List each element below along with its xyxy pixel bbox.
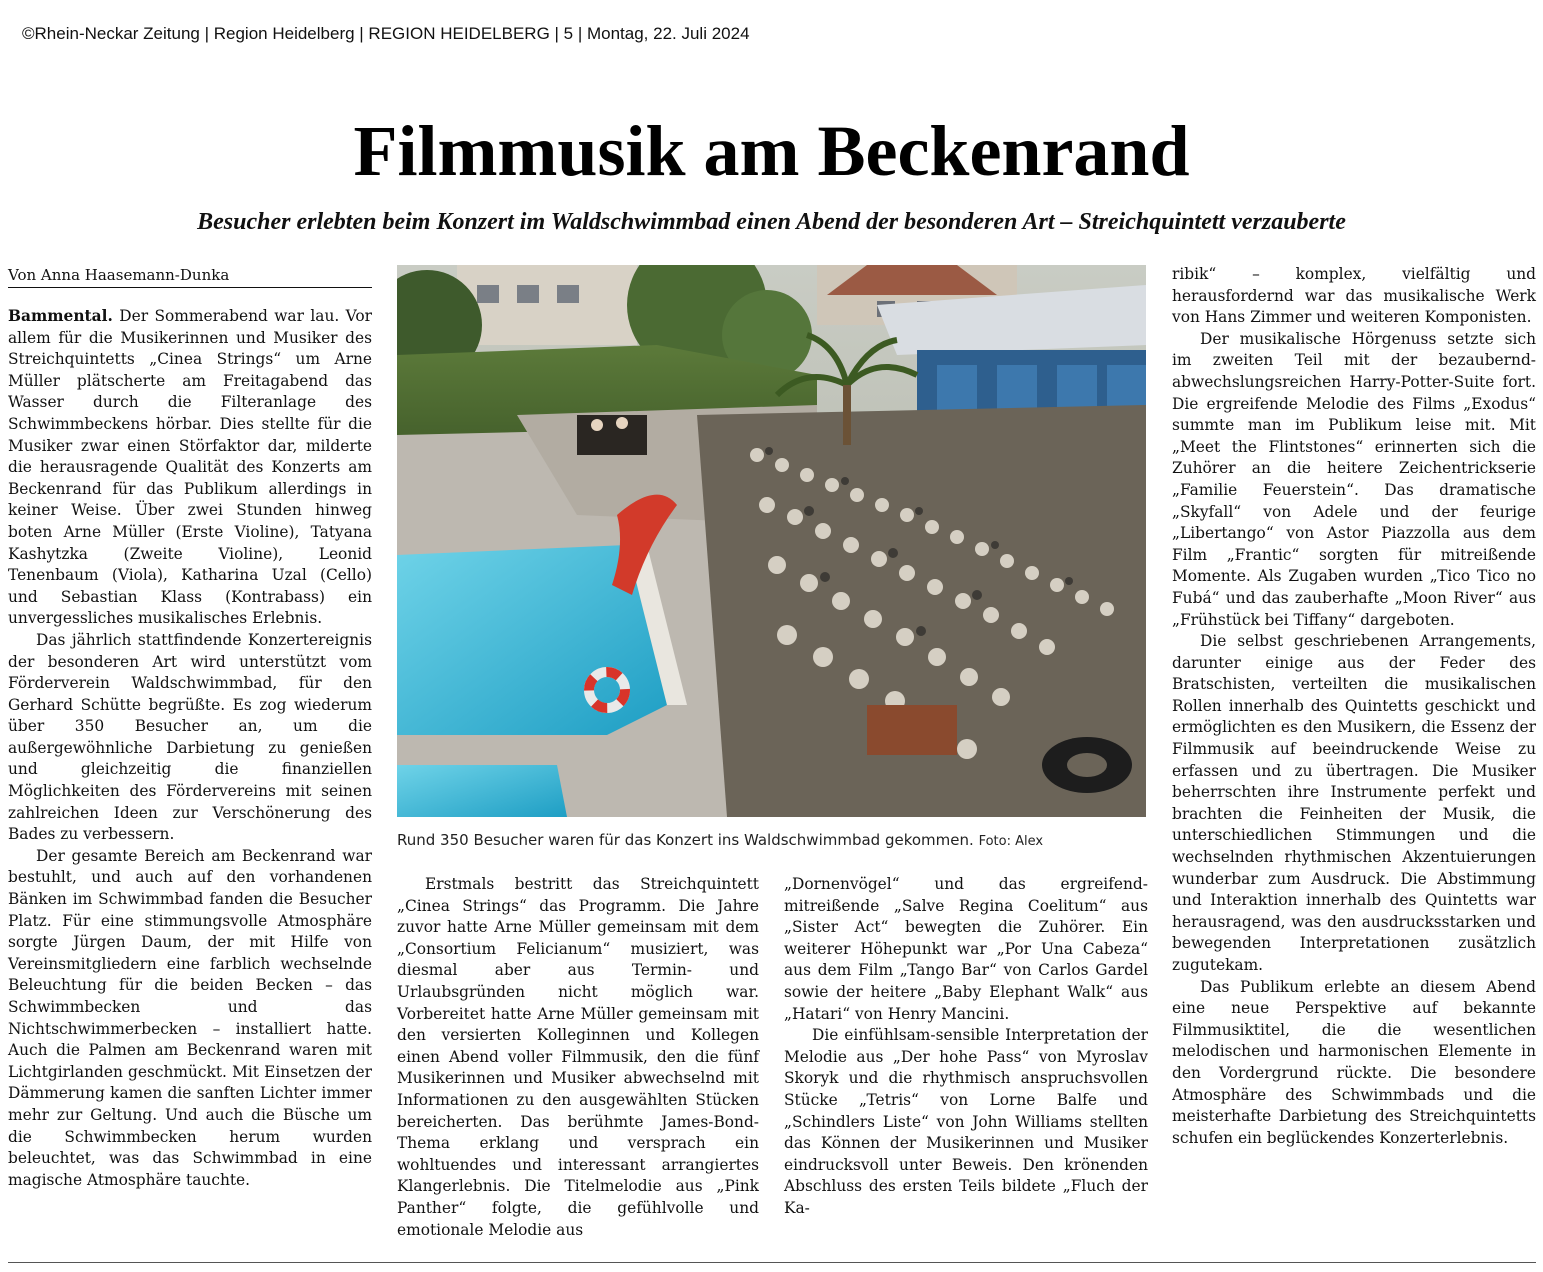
article-headline: Filmmusik am Beckenrand [353,111,1190,191]
article-column-4 [1172,264,1536,1149]
paragraph-text: Der Sommerabend war lau. Vor allem für die Musikerinnen und Musiker des Streichquintetts „Cinea Strings“ um Arne Müller plätscherte am Freitagabend das Wasser durch die Filteranlage des Schwimmbeckens hörbar. Dies stellte für die Musiker zwar einen Störfaktor dar, milderte die herausragende Qualität des Konzerts am Beckenrand für das Publikum allerdings in keiner Weise. Über zwei Stunden hinweg boten Arne Müller (Erste Violine), Tatyana Kashytzka (Zweite Violine), Leonid Tenenbaum (Viola), Katharina Uzal (Cello) und Sebastian Klass (Kontrabass) ein unvergessliches musikalisches Erlebnis. [8,307,372,628]
article-photo [397,265,1146,817]
article-column-1 [8,306,372,1191]
paragraph: Die einfühlsam-sensible Interpretation der Melodie aus „Der hohe Pass“ von Myroslav Skoryk und die rhythmisch anspruchsvollen Stücke „Tetris“ von Lorne Balfe und „Schindlers Liste“ von John Williams stellten das Können der Musikerinnen und Musiker eindrucksvoll unter Beweis. Den krönenden Abschluss des ersten Teils bildete „Fluch der Ka- [784,1026,1148,1217]
paragraph: Erstmals bestritt das Streichquintett „Cinea Strings“ das Programm. Die Jahre zuvor hatte Arne Müller gemeinsam mit dem „Consortium Felicianum“ musiziert, was diesmal aber aus Termin- und Urlaubsgründen nicht möglich war. Vorbereitet hatte Arne Müller gemeinsam mit den versierten Kolleginnen und Kollegen einen Abend voller Filmmusik, den die fünf Musikerinnen und Musiker abwechselnd mit Informationen zu den ausgewählten Stücken bereicherten. Das berühmte James-Bond-Thema erklang und versprach ein wohltuendes und interessant arrangiertes Klangerlebnis. Die Titelmelodie aus „Pink Panther“ folgte, die gefühlvolle und emotionale Melodie aus [397,875,759,1239]
article-column-3 [784,874,1148,1220]
article-byline: Von Anna Haasemann-Dunka [8,265,372,288]
paragraph: Der musikalische Hörgenuss setzte sich im zweiten Teil mit der bezaubernd-abwechslungsreichen Harry-Potter-Suite fort. Die ergreifende Melodie des Films „Exodus“ summte man im Publikum leise mit. Mit „Meet the Flintstones“ erinnerten sich die Zuhörer an die heitere Zeichentrickserie „Familie Feuerstein“. Das dramatische „Skyfall“ von Adele und der feurige „Libertango“ von Astor Piazzolla aus dem Film „Frantic“ sorgten für mitreißende Momente. Als Zugaben wurden „Tico Tico no Fubá“ und das zauberhafte „Moon River“ aus „Frühstück bei Tiffany“ dargeboten. [1172,329,1536,629]
paragraph [8,306,372,630]
photo-caption [397,830,1157,852]
paragraph: Das Publikum erlebte an diesem Abend eine neue Perspektive auf bekannte Filmmusiktitel, die die wesentlichen melodischen und harmonischen Elemente in den Vordergrund rückte. Die besondere Atmosphäre des Schwimmbads und die meisterhafte Darbietung des Streichquintetts schufen ein beglückendes Konzerterlebnis. [1172,977,1536,1147]
caption-text: Rund 350 Besucher waren für das Konzert ins Waldschwimmbad gekommen. [397,831,974,849]
paragraph: „Dornenvögel“ und das ergreifend-mitreißende „Salve Regina Coelitum“ aus „Sister Act“ bewegten die Zuhörer. Ein weiterer Höhepunkt war „Por Una Cabeza“ aus dem Film „Tango Bar“ von Carlos Gardel sowie der heitere „Baby Elephant Walk“ aus „Hatari“ von Henry Mancini. [784,875,1148,1023]
article-column-2 [397,874,759,1241]
article-subheadline: Besucher erlebten beim Konzert im Waldschwimmbad einen Abend der besonderen Art – Streichquintett verzauberte [197,209,1346,235]
paragraph: Der gesamte Bereich am Beckenrand war bestuhlt, und auch auf den vorhandenen Bänken im Schwimmbad fanden die Besucher Platz. Für eine stimmungsvolle Atmosphäre sorgte Jürgen Daum, der mit Hilfe von Vereinsmitgliedern eine farblich wechselnde Beleuchtung für die beiden Becken – das Schwimmbecken und das Nichtschwimmerbecken – installiert hatte. Auch die Palmen am Beckenrand waren mit Lichtgirlanden geschmückt. Mit Einsetzen der Dämmerung kamen die sanften Lichter immer mehr zur Geltung. Und auch die Büsche um die Schwimmbecken herum wurden beleuchtet, was das Schwimmbad in eine magische Atmosphäre tauchte. [8,846,372,1189]
paragraph: Das jährlich stattfindende Konzertereignis der besonderen Art wird unterstützt vom Förderverein Waldschwimmbad, für den Gerhard Schütte begrüßte. Es zog wiederum über 350 Besucher an, um die außergewöhnliche Darbietung zu genießen und gleichzeitig die finanziellen Möglichkeiten des Fördervereins mit seinen zahlreichen Ideen zur Verschönerung des Bades zu verbessern. [8,630,372,844]
dateline: Bammental. [8,307,113,325]
photo-credit: Foto: Alex [978,834,1044,849]
bottom-divider [8,1262,1536,1263]
publication-header: ©Rhein-Neckar Zeitung | Region Heidelberg | REGION HEIDELBERG | 5 | Montag, 22. Juli 2024 [22,24,750,43]
paragraph: ribik“ – komplex, vielfältig und herausfordernd war das musikalische Werk von Hans Zimmer und weiteren Komponisten. [1172,265,1536,327]
paragraph: Die selbst geschriebenen Arrangements, darunter einige aus der Feder des Bratschisten, verteilten die musikalischen Rollen innerhalb des Quintetts geschickt und ermöglichten es den Musikern, die Essenz der Filmmusik auf beeindruckende Weise zu erfassen und zu übertragen. Die Musiker beherrschten ihre Instrumente perfekt und brachten die Feinheiten der Musik, die unterschiedlichen Stimmungen und die wechselnden rhythmischen Akzentuierungen wunderbar zum Ausdruck. Die Abstimmung und Interaktion innerhalb des Quintetts war herausragend, was den ausdrucksstarken und bewegenden Interpretationen zusätzlich zugutekam. [1172,632,1536,974]
